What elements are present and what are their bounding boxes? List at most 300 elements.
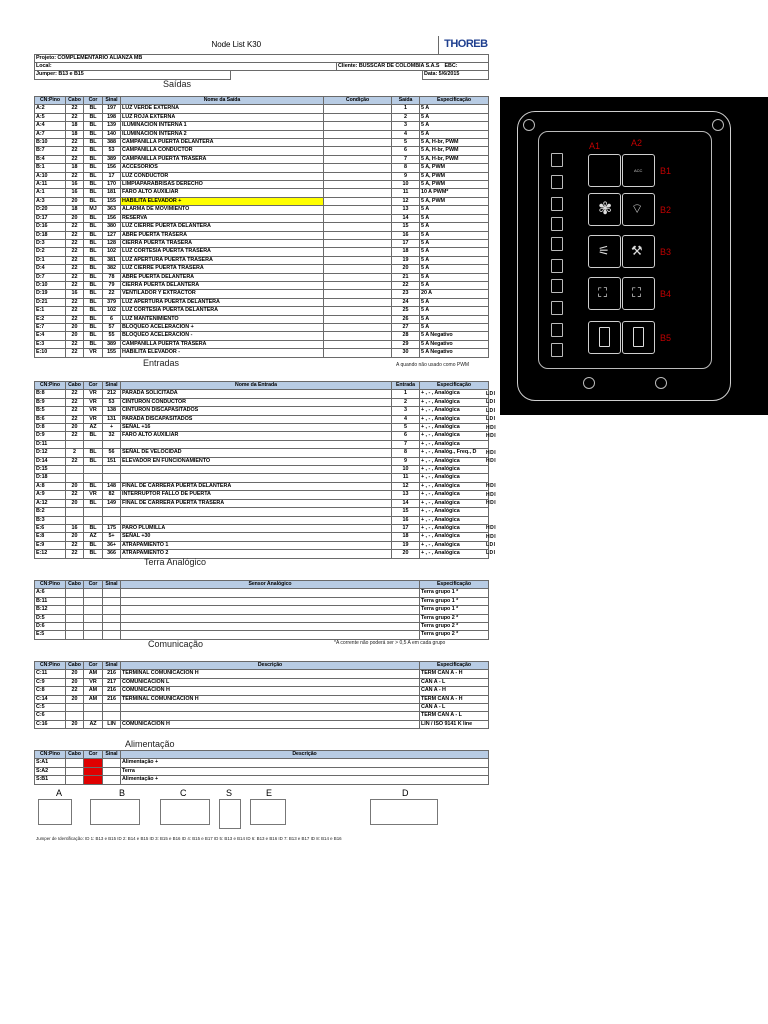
keypad-button-front-heat[interactable]	[622, 277, 655, 310]
indicator-no-entry-icon	[551, 259, 563, 273]
saidas-row	[35, 340, 489, 348]
saidas-note: A quando não usado como PWM	[396, 362, 470, 368]
indicator-fuel-icon	[551, 153, 563, 167]
saidas-cell: LUZ CORTESIA PUERTA DELANTERA	[121, 307, 324, 315]
saidas-cell	[324, 181, 392, 189]
entradas-cell	[66, 516, 84, 524]
comunicacao-cell: COMUNICACION L	[121, 678, 420, 686]
entradas-cell: 12	[392, 482, 420, 490]
saidas-row	[35, 248, 489, 256]
saidas-cell: 5 A	[420, 231, 489, 239]
saidas-row	[35, 130, 489, 138]
saidas-cell: BLOQUEO ACELERACION -	[121, 332, 324, 340]
terra-row	[35, 597, 489, 605]
saidas-cell: HABILITA ELEVADOR +	[121, 197, 324, 205]
terra-cell: Terra grupo 2 *	[420, 614, 489, 622]
entradas-cell	[103, 466, 121, 474]
saidas-row	[35, 172, 489, 180]
saidas-cell: LUZ CONDUCTOR	[121, 172, 324, 180]
entradas-col-header: Sinal	[103, 382, 121, 390]
terra-cell: B:11	[35, 597, 66, 605]
indicator-wheelchair-icon	[551, 279, 563, 293]
entradas-cell: D:18	[35, 474, 66, 482]
entradas-cell: B:9	[35, 398, 66, 406]
alimentacao-col-header: CN:Pino	[35, 751, 66, 759]
saidas-cell: 22	[103, 290, 121, 298]
saidas-cell: 5 A	[420, 265, 489, 273]
entradas-cell: 22	[66, 457, 84, 465]
entradas-cell: D:12	[35, 449, 66, 457]
saidas-cell: ILUMINACION INTERNA 1	[121, 122, 324, 130]
saidas-cell: BL	[84, 307, 103, 315]
saidas-cell: 3	[392, 122, 420, 130]
comunicacao-cell	[84, 704, 103, 712]
entradas-cell	[121, 440, 392, 448]
comunicacao-row	[35, 687, 489, 695]
entradas-cell: 6	[392, 432, 420, 440]
entradas-cell: 148	[103, 482, 121, 490]
terra-note: *A corrente não poderá ser > 0,5 A em cada grupo	[334, 640, 446, 646]
saidas-row	[35, 105, 489, 113]
saidas-cell: 22	[66, 139, 84, 147]
connector-d	[370, 799, 438, 825]
entradas-cell: SEÑAL +30	[121, 533, 392, 541]
keypad-label-b4: B4	[660, 289, 672, 299]
saidas-cell: 6	[392, 147, 420, 155]
comunicacao-cell	[103, 704, 121, 712]
terra-col-header: Cor	[84, 581, 103, 589]
entradas-cell: 8	[392, 449, 420, 457]
saidas-cell: LUZ ROJA EXTERNA	[121, 113, 324, 121]
saidas-cell: 5 A, PWM	[420, 164, 489, 172]
saidas-row	[35, 223, 489, 231]
saidas-cell: 155	[103, 349, 121, 357]
entradas-cell: ATRAPAMIENTO 2	[121, 550, 392, 558]
keypad-button-wiper[interactable]	[622, 193, 655, 226]
terra-cell	[103, 614, 121, 622]
keypad-button-defrost[interactable]	[588, 235, 621, 268]
alimentacao-col-header: Sinal	[103, 751, 121, 759]
saidas-cell: 388	[103, 139, 121, 147]
terra-cell	[103, 631, 121, 639]
comunicacao-col-header: Especificação	[420, 662, 489, 670]
saidas-row	[35, 332, 489, 340]
entradas-cell: B:8	[35, 390, 66, 398]
entradas-col-header: Cor	[84, 382, 103, 390]
entradas-cell: + , - , Analógica	[420, 415, 489, 423]
saidas-cell: D:16	[35, 223, 66, 231]
entradas-row	[35, 524, 489, 532]
entradas-cell: 13	[392, 491, 420, 499]
saidas-cell: 140	[103, 130, 121, 138]
saidas-cell: CAMPANILLA PUERTA DELANTERA	[121, 139, 324, 147]
saidas-cell: CIERRA PUERTA TRASERA	[121, 239, 324, 247]
entradas-cell: + , - , Analógica	[420, 550, 489, 558]
alimentacao-title: Alimentação	[125, 739, 175, 749]
saidas-cell: BL	[84, 214, 103, 222]
saidas-cell: A:2	[35, 105, 66, 113]
entradas-col-header: Especificação	[420, 382, 489, 390]
header-table	[34, 36, 489, 80]
entradas-row	[35, 516, 489, 524]
saidas-cell: BLOQUEO ACELERACION +	[121, 323, 324, 331]
comunicacao-cell: C:11	[35, 670, 66, 678]
saidas-cell: FARO ALTO AUXILIAR	[121, 189, 324, 197]
saidas-cell: 16	[392, 231, 420, 239]
saidas-cell: 5 A, H-br, PWM	[420, 147, 489, 155]
entradas-cell: 32	[103, 432, 121, 440]
keypad-button-rear-heat[interactable]	[588, 277, 621, 310]
entradas-cell: 11	[392, 474, 420, 482]
saidas-col-header: Sinal	[103, 97, 121, 105]
terra-cell: Terra grupo 1 *	[420, 597, 489, 605]
comunicacao-cell: 20	[66, 678, 84, 686]
entradas-cell: E:8	[35, 533, 66, 541]
comunicacao-cell	[66, 704, 84, 712]
saidas-cell: 379	[103, 298, 121, 306]
keypad-acc-label: ACC	[634, 168, 643, 173]
saidas-cell: 19	[392, 256, 420, 264]
saidas-cell: 20	[66, 323, 84, 331]
saidas-cell: 7	[392, 155, 420, 163]
saidas-cell: B:7	[35, 147, 66, 155]
entradas-cell: 22	[66, 398, 84, 406]
saidas-cell: VR	[84, 349, 103, 357]
entradas-cell	[103, 508, 121, 516]
entradas-side-tag: HDI	[486, 483, 497, 490]
terra-cell	[84, 623, 103, 631]
comunicacao-cell: C:6	[35, 712, 66, 720]
keypad-button-fan[interactable]	[588, 193, 621, 226]
saidas-cell: BL	[84, 256, 103, 264]
data-field: Data: 5/6/2015	[423, 71, 489, 79]
entradas-cell: + , - , Analógica	[420, 398, 489, 406]
saidas-cell: BL	[84, 323, 103, 331]
entradas-cell: ATRAPAMIENTO 1	[121, 541, 392, 549]
comunicacao-row	[35, 704, 489, 712]
entradas-cell: BL	[84, 457, 103, 465]
entradas-cell: 82	[103, 491, 121, 499]
terra-cell: E:5	[35, 631, 66, 639]
entradas-cell: 138	[103, 407, 121, 415]
terra-cell: Terra grupo 1 *	[420, 606, 489, 614]
saidas-cell	[324, 189, 392, 197]
saidas-cell	[324, 206, 392, 214]
entradas-cell: B:3	[35, 516, 66, 524]
comunicacao-col-header: Descrição	[121, 662, 420, 670]
saidas-cell: 16	[66, 290, 84, 298]
entradas-row	[35, 457, 489, 465]
entradas-side-tag	[486, 440, 500, 448]
comunicacao-cell: 20	[66, 670, 84, 678]
entradas-cell	[121, 474, 392, 482]
comunicacao-cell: COMUNICACION H	[121, 720, 420, 728]
saidas-title: Saídas	[163, 79, 192, 89]
saidas-cell: 5 A Negativo	[420, 332, 489, 340]
saidas-cell: 29	[392, 340, 420, 348]
comunicacao-cell: AM	[84, 695, 103, 703]
saidas-cell: CAMPANILLA CONDUCTOR	[121, 147, 324, 155]
saidas-cell: BL	[84, 139, 103, 147]
comunicacao-row	[35, 720, 489, 728]
entradas-cell: A:9	[35, 491, 66, 499]
terra-col-header: Especificação	[420, 581, 489, 589]
entradas-cell: 151	[103, 457, 121, 465]
entradas-cell: 366	[103, 550, 121, 558]
header-block	[34, 36, 488, 80]
saidas-cell: D:4	[35, 265, 66, 273]
saidas-cell	[324, 197, 392, 205]
saidas-cell: BL	[84, 181, 103, 189]
saidas-cell: 22	[66, 315, 84, 323]
entradas-cell: D:11	[35, 440, 66, 448]
entradas-cell: 14	[392, 499, 420, 507]
saidas-cell: BL	[84, 248, 103, 256]
keypad-button-door-1[interactable]	[588, 321, 621, 354]
saidas-cell	[324, 139, 392, 147]
terra-col-header: Cabo	[66, 581, 84, 589]
comunicacao-cell: LIN	[103, 720, 121, 728]
terra-cell	[84, 614, 103, 622]
entradas-cell: FARO ALTO AUXILIAR	[121, 432, 392, 440]
saidas-cell: BL	[84, 298, 103, 306]
entradas-cell: D:14	[35, 457, 66, 465]
entradas-row	[35, 424, 489, 432]
comunicacao-table	[34, 661, 489, 729]
front-heat-icon: ⛶	[632, 285, 642, 300]
saidas-cell: 79	[103, 281, 121, 289]
saidas-cell: 20	[66, 332, 84, 340]
saidas-cell	[324, 223, 392, 231]
keypad-label-b1: B1	[660, 166, 672, 176]
entradas-section	[34, 381, 489, 559]
comunicacao-cell	[66, 712, 84, 720]
wrench-icon: ⚒	[631, 243, 643, 258]
saidas-cell	[324, 239, 392, 247]
saidas-cell	[324, 340, 392, 348]
entradas-cell: 56	[103, 449, 121, 457]
entradas-cell: + , - , Analógica	[420, 508, 489, 516]
saidas-row	[35, 265, 489, 273]
terra-cell	[84, 606, 103, 614]
alimentacao-cell	[103, 776, 121, 784]
saidas-cell: 57	[103, 323, 121, 331]
terra-col-header: Sensor Analógico	[121, 581, 420, 589]
entradas-cell: BL	[84, 550, 103, 558]
alimentacao-cell	[66, 759, 84, 767]
saidas-cell: 6	[103, 315, 121, 323]
comunicacao-cell: CAN A - L	[420, 704, 489, 712]
terra-cell	[103, 597, 121, 605]
saidas-cell: 389	[103, 155, 121, 163]
entradas-cell: 22	[66, 407, 84, 415]
alimentacao-cell: Terra	[121, 767, 489, 775]
terra-title: Terra Analógico	[144, 557, 207, 567]
entradas-cell	[84, 508, 103, 516]
connector-label-d: D	[402, 788, 409, 798]
entradas-cell: 22	[66, 432, 84, 440]
saidas-cell: 382	[103, 265, 121, 273]
entradas-cell: A:12	[35, 499, 66, 507]
saidas-row	[35, 298, 489, 306]
entradas-cell: B:5	[35, 407, 66, 415]
entradas-cell	[103, 440, 121, 448]
entradas-cell: 22	[66, 390, 84, 398]
keypad-button-wrench[interactable]	[622, 235, 655, 268]
saidas-cell	[324, 113, 392, 121]
entradas-side-tag: HDI	[486, 525, 497, 532]
saidas-cell: ILUMINACION INTERNA 2	[121, 130, 324, 138]
terra-cell	[121, 623, 420, 631]
saidas-cell: 181	[103, 189, 121, 197]
keypad-label-a2: A2	[631, 138, 643, 148]
saidas-cell: BL	[84, 223, 103, 231]
entradas-cell: BL	[84, 449, 103, 457]
saidas-cell: 55	[103, 332, 121, 340]
entradas-cell	[84, 516, 103, 524]
saidas-cell	[324, 105, 392, 113]
saidas-cell: BL	[84, 147, 103, 155]
saidas-cell: 170	[103, 181, 121, 189]
saidas-cell: D:17	[35, 214, 66, 222]
indicator-blank-2-icon	[551, 343, 563, 357]
saidas-cell: 363	[103, 206, 121, 214]
rear-heat-icon: ⛶	[598, 285, 608, 300]
alimentacao-cell	[103, 759, 121, 767]
saidas-cell: BL	[84, 231, 103, 239]
jumper-field: Jumper: B13 e B15	[35, 71, 231, 79]
comunicacao-cell: C:16	[35, 720, 66, 728]
saidas-cell: 16	[66, 181, 84, 189]
saidas-cell: BL	[84, 315, 103, 323]
saidas-cell: 18	[392, 248, 420, 256]
entradas-cell: +	[103, 424, 121, 432]
entradas-cell: D:9	[35, 432, 66, 440]
entradas-row	[35, 398, 489, 406]
terra-cell	[121, 606, 420, 614]
entradas-cell: PARADA DISCAPASITADOS	[121, 415, 392, 423]
saidas-cell: BL	[84, 155, 103, 163]
entradas-col-header: Nome da Entrada	[121, 382, 392, 390]
entradas-cell: 20	[392, 550, 420, 558]
keypad-label-b5: B5	[660, 333, 672, 343]
connector-s	[219, 799, 241, 829]
saidas-cell: D:3	[35, 239, 66, 247]
connector-a	[38, 799, 72, 825]
saidas-cell: E:3	[35, 340, 66, 348]
entradas-cell: 3	[392, 407, 420, 415]
saidas-row	[35, 189, 489, 197]
saidas-cell: 17	[103, 172, 121, 180]
entradas-cell: BL	[84, 524, 103, 532]
entradas-cell: FINAL DE CARRERA PUERTA DELANTERA	[121, 482, 392, 490]
indicator-person-icon	[551, 197, 563, 211]
saidas-row	[35, 323, 489, 331]
entradas-cell: + , - , Analógica	[420, 424, 489, 432]
keypad-button-door-2[interactable]	[622, 321, 655, 354]
entradas-cell: 149	[103, 499, 121, 507]
entradas-side-tag: LDI	[486, 391, 496, 397]
comunicacao-cell: COMUNICACION H	[121, 687, 420, 695]
comunicacao-cell: CAN A - H	[420, 687, 489, 695]
saidas-cell: A:4	[35, 122, 66, 130]
comunicacao-row	[35, 670, 489, 678]
local-field: Local:	[35, 62, 337, 70]
entradas-cell: 16	[66, 524, 84, 532]
comunicacao-cell: TERM CAN A - H	[420, 670, 489, 678]
entradas-row	[35, 541, 489, 549]
indicator-blank-1-icon	[551, 323, 563, 337]
saidas-cell: 5	[392, 139, 420, 147]
terra-row	[35, 614, 489, 622]
saidas-cell: 139	[103, 122, 121, 130]
keypad-button-a2[interactable]	[622, 154, 655, 187]
alimentacao-row	[35, 759, 489, 767]
entradas-cell: E:9	[35, 541, 66, 549]
saidas-section	[34, 96, 489, 358]
entradas-cell: 212	[103, 390, 121, 398]
entradas-side-tag	[486, 516, 500, 524]
saidas-cell	[324, 248, 392, 256]
entradas-row	[35, 491, 489, 499]
saidas-cell: 22	[66, 248, 84, 256]
saidas-cell: 9	[392, 172, 420, 180]
saidas-cell: 5 A, PWM	[420, 181, 489, 189]
saidas-cell: 28	[392, 332, 420, 340]
entradas-cell	[121, 508, 392, 516]
keypad-button-a1[interactable]	[588, 154, 621, 187]
terra-cell: A:6	[35, 589, 66, 597]
saidas-cell: LUZ APERTURA PUERTA DELANTERA	[121, 298, 324, 306]
entradas-cell: FINAL DE CARRERA PUERTA TRASERA	[121, 499, 392, 507]
entradas-cell: VR	[84, 390, 103, 398]
entradas-cell: 2	[392, 398, 420, 406]
comunicacao-row	[35, 678, 489, 686]
keypad-screw-tr-icon	[712, 119, 724, 131]
entradas-cell: VR	[84, 398, 103, 406]
indicator-camera-icon	[551, 175, 563, 189]
saidas-cell: 5 A	[420, 105, 489, 113]
entradas-cell: BL	[84, 541, 103, 549]
saidas-cell: 22	[66, 298, 84, 306]
saidas-cell: 5 A	[420, 248, 489, 256]
entradas-col-header: Entrada	[392, 382, 420, 390]
saidas-row	[35, 155, 489, 163]
saidas-cell	[324, 298, 392, 306]
saidas-cell: 22	[66, 223, 84, 231]
saidas-row	[35, 147, 489, 155]
comunicacao-cell: AZ	[84, 720, 103, 728]
terra-row	[35, 606, 489, 614]
entradas-cell: + , - , Analógica	[420, 390, 489, 398]
saidas-cell: 17	[392, 239, 420, 247]
saidas-cell: 27	[392, 323, 420, 331]
comunicacao-cell: 216	[103, 687, 121, 695]
saidas-row	[35, 273, 489, 281]
saidas-cell: 22	[66, 105, 84, 113]
comunicacao-col-header: Sinal	[103, 662, 121, 670]
alimentacao-section	[34, 750, 489, 785]
entradas-cell	[66, 474, 84, 482]
comunicacao-cell	[103, 712, 121, 720]
saidas-cell	[324, 265, 392, 273]
entradas-side-tag	[486, 507, 500, 515]
entradas-cell: + , - , Analógica	[420, 474, 489, 482]
saidas-cell: 22	[66, 256, 84, 264]
saidas-cell: 380	[103, 223, 121, 231]
entradas-cell: 15	[392, 508, 420, 516]
saidas-col-header: Nome da Saída	[121, 97, 324, 105]
